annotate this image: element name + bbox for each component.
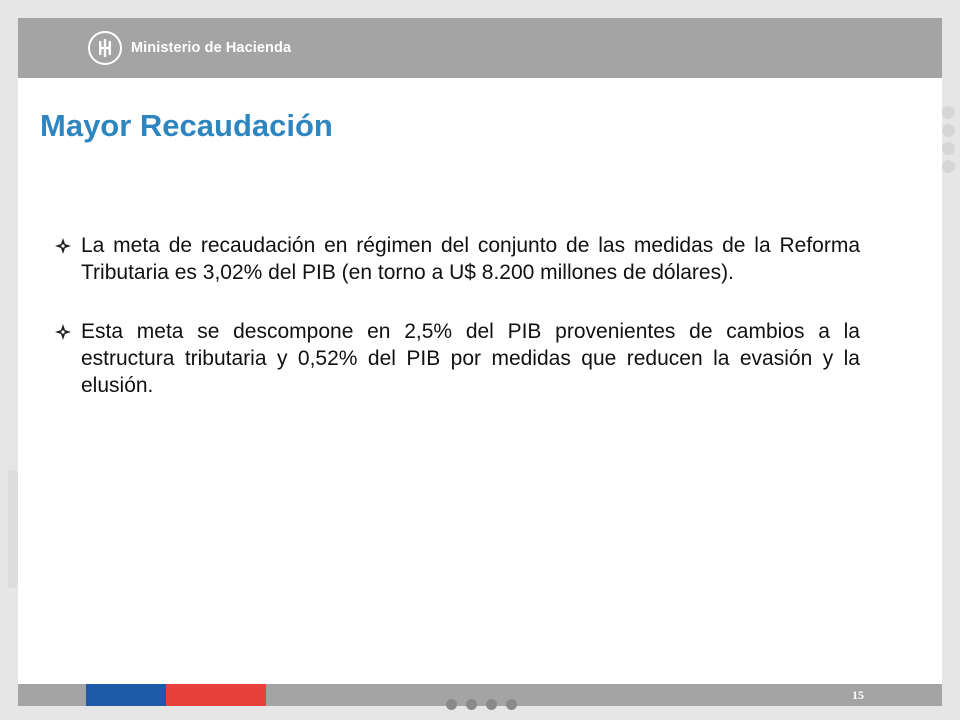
footer-decoration-dots bbox=[446, 699, 518, 711]
ministry-logo bbox=[88, 30, 291, 66]
diamond-fleur-icon bbox=[55, 318, 81, 345]
header-bar bbox=[18, 18, 942, 78]
footer-accent-red bbox=[166, 684, 266, 706]
diamond-fleur-icon bbox=[55, 232, 81, 259]
bullet-item bbox=[55, 232, 860, 286]
bullet-item bbox=[55, 318, 860, 399]
slide-title: Mayor Recaudación bbox=[40, 108, 333, 143]
bullet-text: Esta meta se descompone en 2,5% del PIB provenientes de cambios a la estructura tributaria y 0,52% del PIB por medidas que reducen la evasión y la elusión. bbox=[81, 320, 860, 397]
ministry-seal-icon bbox=[88, 31, 122, 65]
ministry-name: Ministerio de Hacienda bbox=[131, 40, 292, 56]
bullet-text: La meta de recaudación en régimen del conjunto de las medidas de la Reforma Tributaria es 3,02% del PIB (en torno a U$ 8.200 millones de dólares). bbox=[81, 234, 860, 284]
side-decoration-dots bbox=[942, 102, 960, 172]
footer-accent-blue bbox=[86, 684, 166, 706]
bullet-list bbox=[55, 232, 860, 431]
left-edge-notch bbox=[8, 470, 18, 588]
page-number: 15 bbox=[852, 688, 864, 702]
